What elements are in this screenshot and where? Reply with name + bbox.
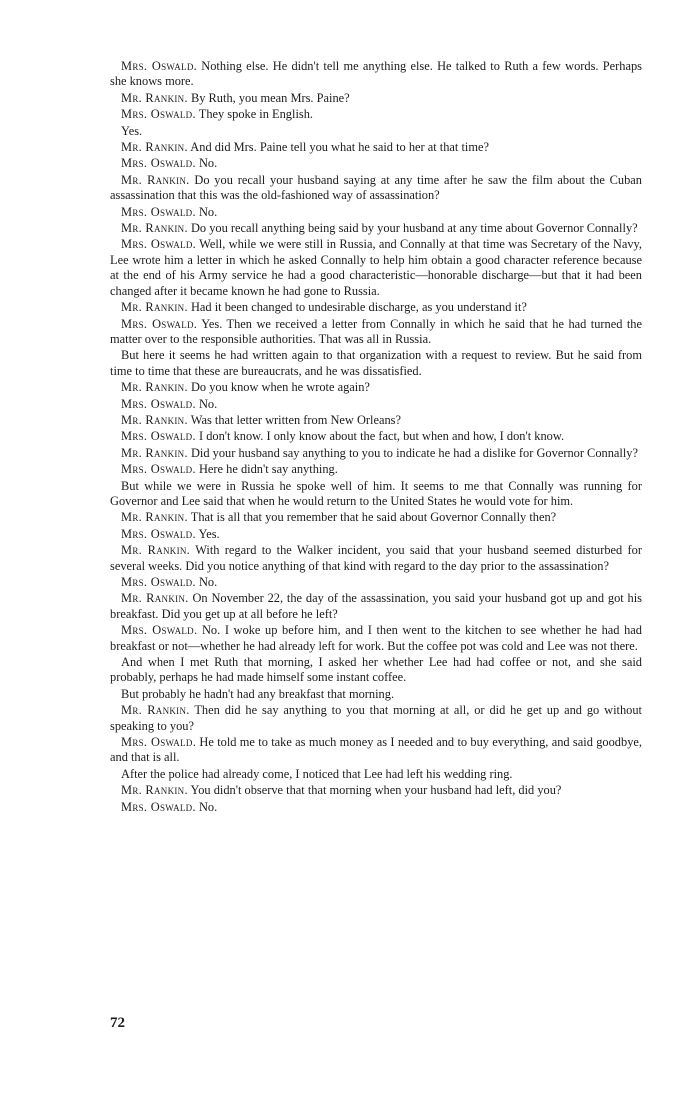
transcript-paragraph bbox=[110, 107, 642, 122]
transcript-paragraph bbox=[110, 479, 642, 510]
speaker-label: Mrs. Oswald. bbox=[121, 316, 198, 331]
speaker-label: Mrs. Oswald. bbox=[121, 799, 196, 814]
transcript-paragraph bbox=[110, 380, 642, 395]
transcript-paragraph bbox=[110, 767, 642, 782]
paragraph-text: No. bbox=[198, 575, 218, 589]
speaker-label: Mrs. Oswald. bbox=[121, 429, 196, 444]
transcript-paragraph bbox=[110, 429, 642, 444]
paragraph-text: No. bbox=[198, 156, 218, 171]
transcript-paragraph bbox=[110, 59, 642, 90]
speaker-label: Mrs. Oswald. bbox=[121, 575, 196, 589]
speaker-label: Mr. Rankin. bbox=[121, 140, 188, 155]
speaker-label: Mrs. Oswald. bbox=[121, 462, 196, 477]
paragraph-text: With regard to the Walker incident, you said that your husband seemed disturbed for several weeks. Did you notice anything of that kind with regard to the day prior to the assassination? bbox=[110, 543, 643, 573]
transcript-paragraph bbox=[110, 623, 642, 654]
transcript-paragraph bbox=[110, 462, 642, 477]
transcript-paragraph bbox=[110, 413, 642, 428]
speaker-label: Mr. Rankin. bbox=[121, 90, 188, 105]
speaker-label: Mrs. Oswald. bbox=[121, 396, 196, 411]
paragraph-text: But probably he hadn't had any breakfast that morning. bbox=[121, 686, 395, 701]
paragraph-text: Yes. bbox=[198, 526, 220, 541]
transcript-paragraph bbox=[110, 575, 642, 590]
speaker-label: Mrs. Oswald. bbox=[121, 735, 197, 750]
speaker-label: Mr. Rankin. bbox=[121, 591, 189, 606]
transcript-paragraph bbox=[110, 300, 642, 315]
transcript-paragraph bbox=[110, 173, 642, 204]
transcript-paragraph bbox=[110, 156, 642, 171]
transcript-paragraph bbox=[110, 655, 642, 686]
transcript-paragraph bbox=[110, 317, 642, 348]
paragraph-text: Do you know when he wrote again? bbox=[190, 380, 370, 395]
paragraph-text: Well, while we were still in Russia, and Connally at that time was Secretary of the Navy, Lee wrote him a letter in which he asked Connally to help him obtain a good character reference because at the end of his Army service he had a good characteristic—honorable discharge—but that it had been changed after it became known he had gone to Russia. bbox=[110, 237, 642, 298]
transcript-paragraph bbox=[110, 221, 642, 236]
speaker-label: Mrs. Oswald. bbox=[121, 623, 198, 638]
speaker-label: Mrs. Oswald. bbox=[121, 526, 196, 541]
paragraph-text: No. bbox=[198, 396, 218, 411]
speaker-label: Mr. Rankin. bbox=[121, 510, 188, 525]
speaker-label: Mr. Rankin. bbox=[121, 380, 188, 395]
speaker-label: Mr. Rankin. bbox=[121, 412, 188, 427]
transcript-paragraph bbox=[110, 510, 642, 525]
transcript-paragraph bbox=[110, 140, 642, 155]
transcript-paragraph bbox=[110, 124, 642, 139]
paragraph-text: Had it been changed to undesirable discharge, as you understand it? bbox=[190, 300, 527, 315]
transcript-paragraph bbox=[110, 527, 642, 542]
paragraph-text: That is all that you remember that he said about Governor Connally then? bbox=[190, 510, 557, 525]
transcript-paragraph bbox=[110, 783, 642, 798]
transcript-paragraph bbox=[110, 397, 642, 412]
transcript-paragraph bbox=[110, 237, 642, 299]
paragraph-text: Did your husband say anything to you to indicate he had a dislike for Governor Connally? bbox=[190, 445, 638, 460]
paragraph-text: Here he didn't say anything. bbox=[198, 462, 338, 477]
paragraph-text: He told me to take as much money as I needed and to buy everything, and said goodbye, and that is all. bbox=[110, 735, 642, 765]
paragraph-text: And when I met Ruth that morning, I asked her whether Lee had had coffee or not, and she said probably, perhaps he had made himself some instant coffee. bbox=[110, 655, 642, 685]
paragraph-text: Do you recall anything being said by your husband at any time about Governor Connally? bbox=[190, 221, 638, 236]
speaker-label: Mr. Rankin. bbox=[121, 783, 188, 798]
paragraph-text: I don't know. I only know about the fact, but when and how, I don't know. bbox=[198, 429, 565, 444]
transcript-paragraph bbox=[110, 703, 642, 734]
speaker-label: Mr. Rankin. bbox=[121, 221, 188, 236]
paragraph-text: And did Mrs. Paine tell you what he said to her at that time? bbox=[190, 140, 489, 155]
transcript-paragraph bbox=[110, 735, 642, 766]
speaker-label: Mr. Rankin. bbox=[121, 543, 191, 558]
speaker-label: Mrs. Oswald. bbox=[121, 204, 196, 219]
page-number: 72 bbox=[110, 1015, 125, 1031]
paragraph-text: No. I woke up before him, and I then went to the kitchen to see whether he had had breakfast or not—whether he had already left for work. But the coffee pot was cold and Lee was not there. bbox=[110, 623, 642, 653]
paragraph-text: After the police had already come, I noticed that Lee had left his wedding ring. bbox=[121, 766, 513, 781]
paragraph-text: Then did he say anything to you that morning at all, or did he get up and go without speaking to you? bbox=[110, 703, 643, 733]
paragraph-text: On November 22, the day of the assassination, you said your husband got up and got his breakfast. Did you get up at all before he left? bbox=[110, 591, 642, 621]
transcript-paragraph bbox=[110, 591, 642, 622]
speaker-label: Mrs. Oswald. bbox=[121, 237, 197, 252]
transcript-paragraph bbox=[110, 205, 642, 220]
speaker-label: Mrs. Oswald. bbox=[121, 156, 196, 171]
transcript-paragraph bbox=[110, 800, 642, 815]
paragraph-text: Yes. bbox=[121, 123, 143, 138]
paragraph-text: By Ruth, you mean Mrs. Paine? bbox=[190, 90, 350, 105]
transcript-body bbox=[110, 59, 642, 816]
speaker-label: Mr. Rankin. bbox=[121, 703, 190, 718]
paragraph-text: Was that letter written from New Orleans? bbox=[190, 412, 402, 427]
paragraph-text: Do you recall your husband saying at any time after he saw the film about the Cuban assassination that this was the old-fashioned way of assassination? bbox=[110, 172, 642, 203]
speaker-label: Mr. Rankin. bbox=[121, 172, 190, 187]
speaker-label: Mrs. Oswald. bbox=[121, 107, 196, 122]
speaker-label: Mr. Rankin. bbox=[121, 300, 188, 315]
paragraph-text: But while we were in Russia he spoke well of him. It seems to me that Connally was running for Governor and Lee said that when he would return to the United States he would vote for him. bbox=[110, 478, 642, 508]
paragraph-text: You didn't observe that that morning when your husband had left, did you? bbox=[190, 783, 562, 798]
paragraph-text: No. bbox=[198, 204, 218, 219]
speaker-label: Mrs. Oswald. bbox=[121, 59, 198, 73]
transcript-paragraph bbox=[110, 446, 642, 461]
transcript-paragraph bbox=[110, 687, 642, 702]
paragraph-text: They spoke in English. bbox=[198, 107, 314, 122]
paragraph-text: Nothing else. He didn't tell me anything else. He talked to Ruth a few words. Perhaps she knows more. bbox=[110, 59, 642, 89]
paragraph-text: No. bbox=[198, 799, 218, 814]
speaker-label: Mr. Rankin. bbox=[121, 445, 188, 460]
transcript-paragraph bbox=[110, 543, 642, 574]
transcript-paragraph bbox=[110, 348, 642, 379]
transcript-paragraph bbox=[110, 91, 642, 106]
paragraph-text: Yes. Then we received a letter from Connally in which he said that he had turned the matter over to the responsible authorities. That was all in Russia. bbox=[110, 316, 643, 346]
paragraph-text: But here it seems he had written again to that organization with a request to review. But he said from time to time that these are bureaucrats, and he was dissatisfied. bbox=[110, 348, 642, 378]
